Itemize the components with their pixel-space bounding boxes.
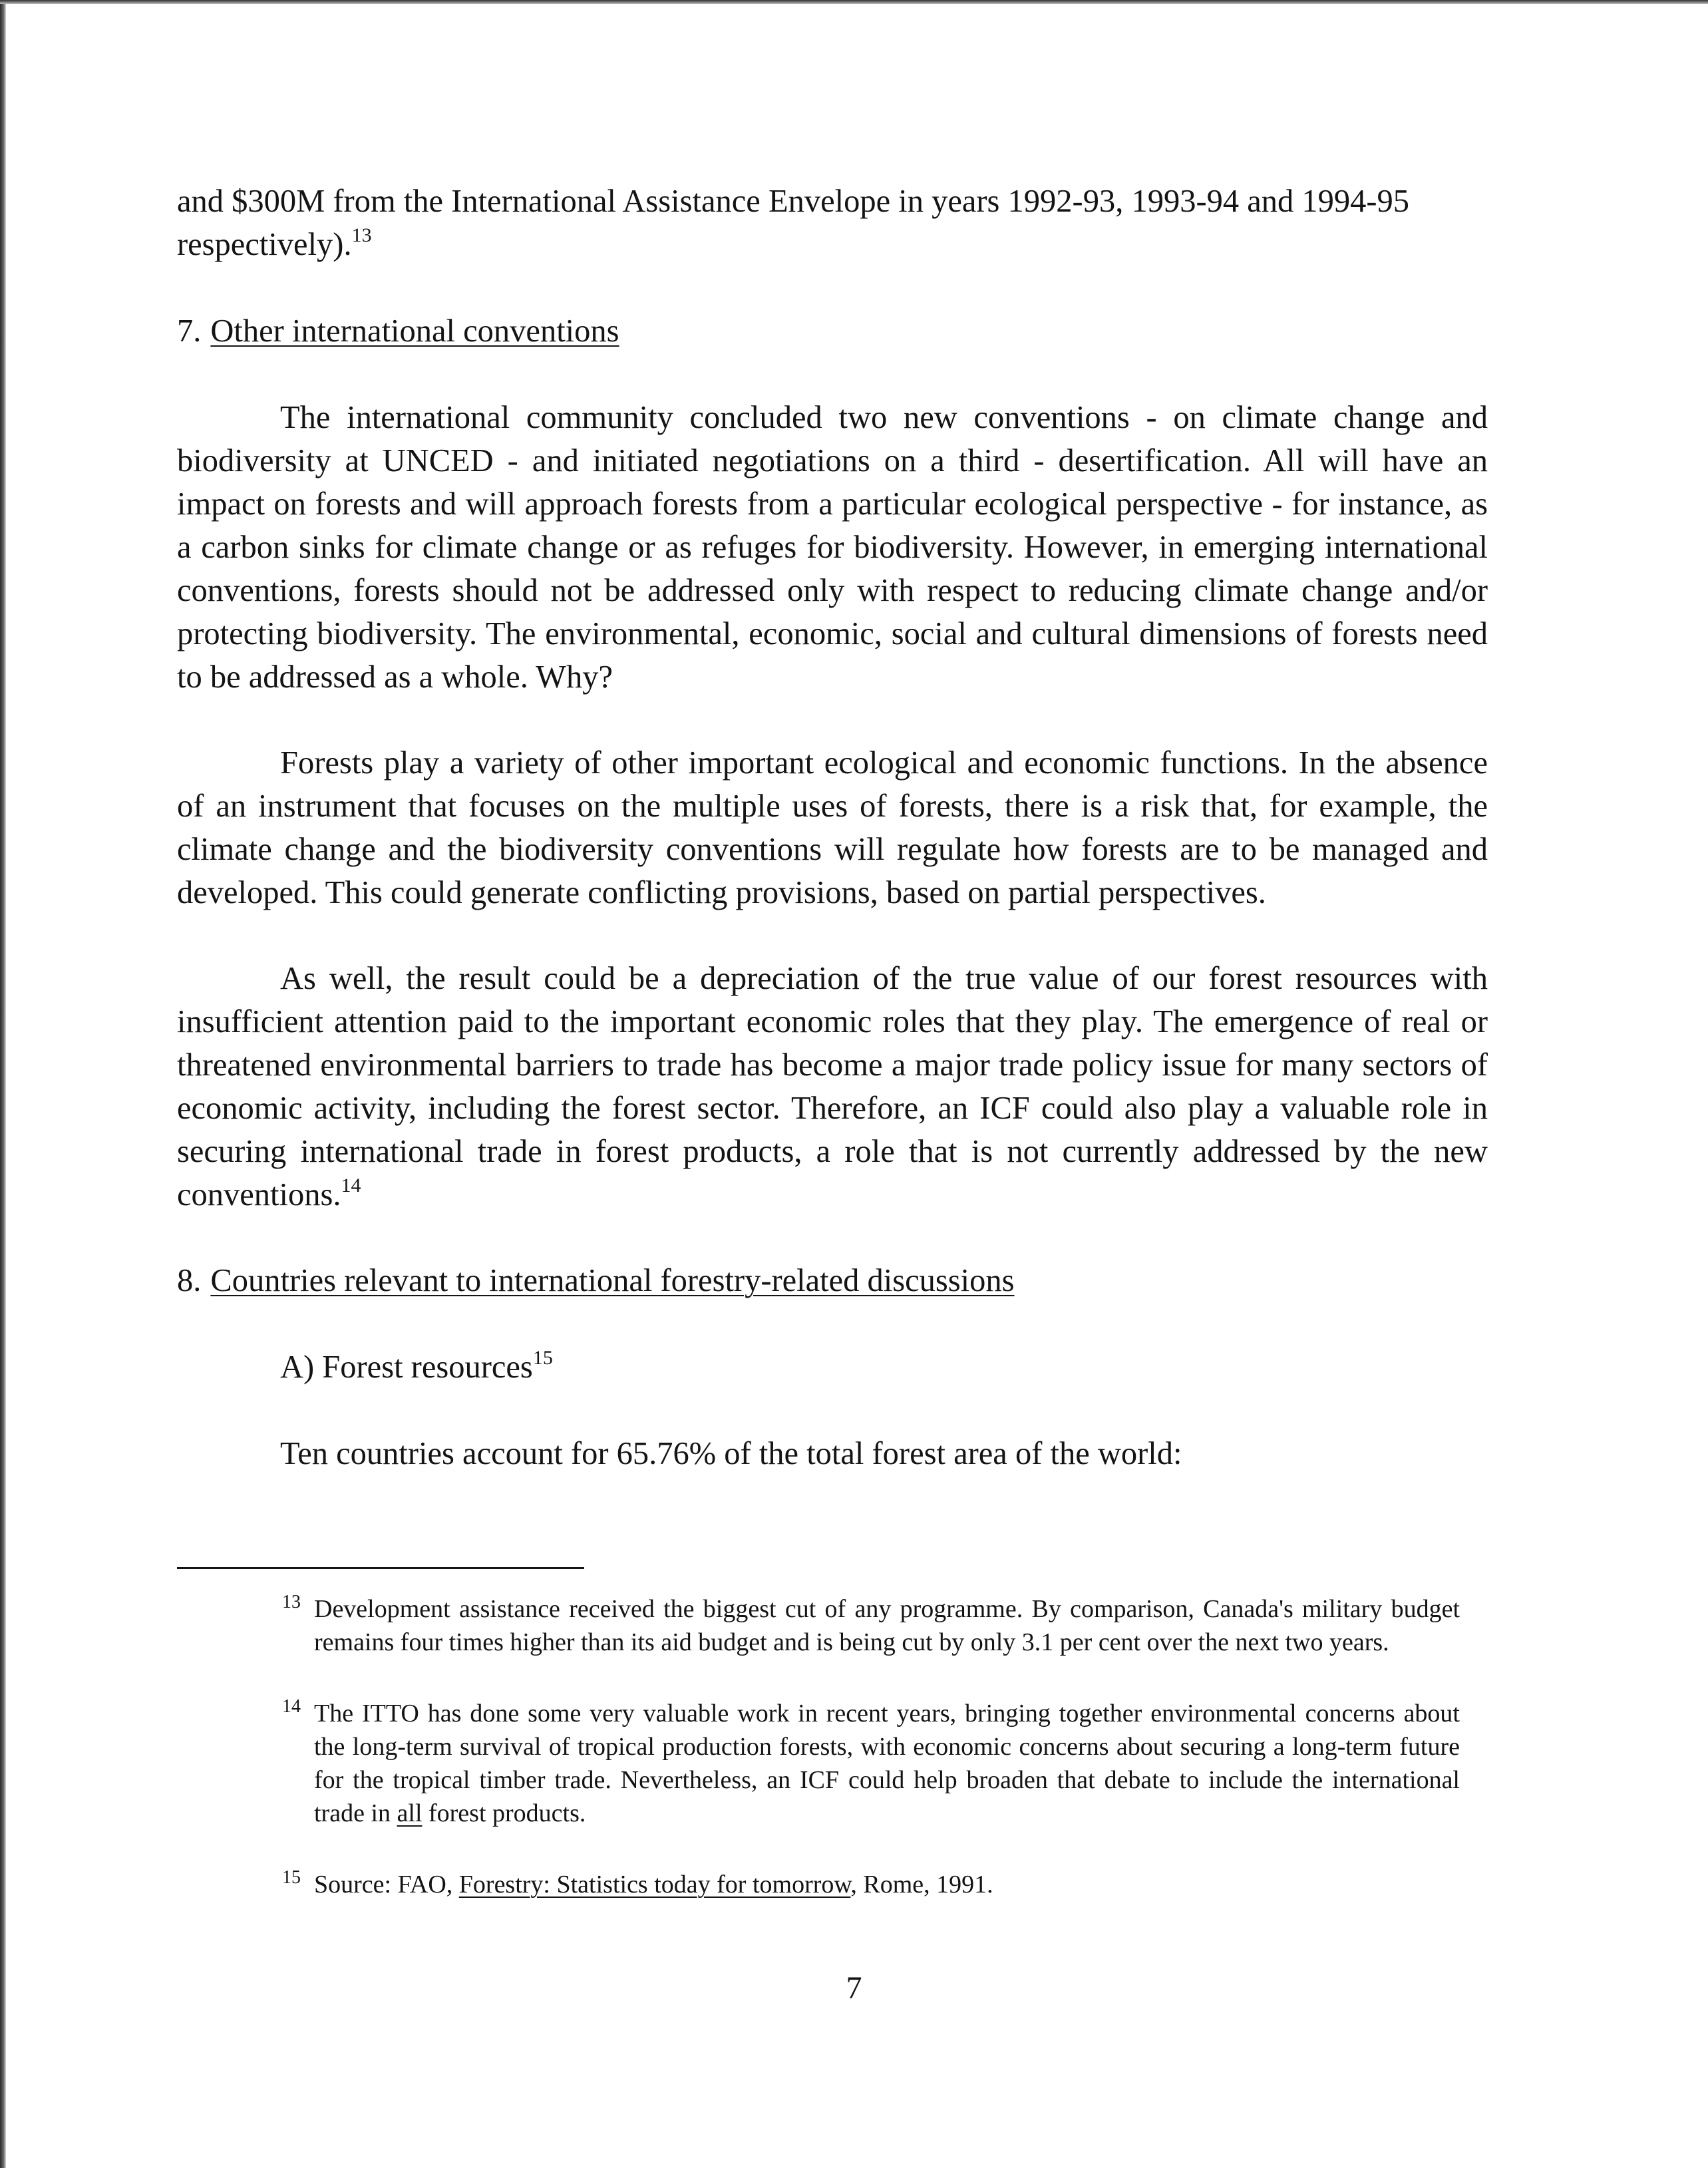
footnote-14-mark: 14 [282,1696,301,1717]
continuation-text: and $300M from the International Assistance Envelope in years 1992-93, 1993-94 and 1994-95 respectively). [177,184,1410,262]
note-ref-15: 15 [532,1347,553,1369]
footnote-15-mark: 15 [282,1867,301,1888]
page-number: 7 [846,1970,862,2006]
footnote-14-text: The ITTO has done some very valuable work in recent years, bringing together environmental concerns about the long-term survival of tropical production forests, with economic concerns about securing a long-term future for the tropical timber trade. Nevertheless, an ICF could help broaden that debate to include the international trade in [314,1700,1460,1827]
section-7-paragraph-1: The international community concluded two new conventions - on climate change and biodiversity at UNCED - and initiated negotiations on a third - desertification. All will have an impact on forests and will approach forests from a particular ecological perspective - for instance, as a carbon sinks for climate change or as refuges for biodiversity. However, in emerging international conventions, forests should not be addressed only with respect to reducing climate change and/or protecting biodiversity. The environmental, economic, social and cultural dimensions of forests need to be addressed as a whole. Why? [177,400,1488,695]
note-ref-14: 14 [341,1174,361,1196]
footnote-15-prefix: Source: FAO, [314,1871,453,1898]
section-7-number: 7. [177,313,202,349]
footnote-15-source-title: Forestry: Statistics today for tomorrow [458,1871,851,1898]
section-8-lead-sentence: Ten countries account for 65.76% of the total forest area of the world: [280,1436,1182,1471]
section-8-subheading-text: A) Forest resources [280,1350,533,1385]
section-8-title: Countries relevant to international forestry-related discussions [210,1263,1015,1298]
footnote-14 [282,1697,1460,1830]
section-7-heading [177,309,1488,353]
section-8-subheading [177,1346,1488,1389]
section-7-paragraph-3 [177,957,1488,1216]
footnote-13 [282,1592,1460,1659]
footnote-14-text-end: forest products. [428,1799,586,1827]
section-8-number: 8. [177,1263,202,1298]
section-8-heading [177,1259,1488,1302]
footnotes [282,1592,1460,1901]
section-7-title: Other international conventions [210,313,619,349]
footnote-13-text: Development assistance received the biggest cut of any programme. By comparison, Canada's military budget remains four times higher than its aid budget and is being cut by only 3.1 per cent over the next two years. [314,1595,1460,1656]
footnote-separator [177,1567,584,1569]
continuation-paragraph [177,180,1488,266]
footnote-13-mark: 13 [282,1592,301,1612]
scan-left-edge [0,0,6,2168]
section-7-paragraph-3-text: As well, the result could be a depreciation of the true value of our forest resources with insufficient attention paid to the important economic roles that they play. The emergence of real or threatened environmental barriers to trade has become a major trade policy issue for many sectors of economic activity, including the forest sector. Therefore, an ICF could also play a valuable role in securing international trade in forest products, a role that is not currently addressed by the new conventions. [177,961,1488,1212]
note-ref-13: 13 [351,224,372,246]
footnote-15 [282,1868,1460,1901]
section-7-paragraph-2: Forests play a variety of other important ecological and economic functions. In the absence of an instrument that focuses on the multiple uses of forests, there is a risk that, for example, the climate change and the biodiversity conventions will regulate how forests are to be managed and developed. This could generate conflicting provisions, based on partial perspectives. [177,745,1488,910]
page-body [177,180,1488,1475]
scan-top-edge [0,0,1708,4]
footnote-15-suffix: , Rome, 1991. [850,1871,993,1898]
footnote-14-emphasis: all [397,1799,423,1827]
